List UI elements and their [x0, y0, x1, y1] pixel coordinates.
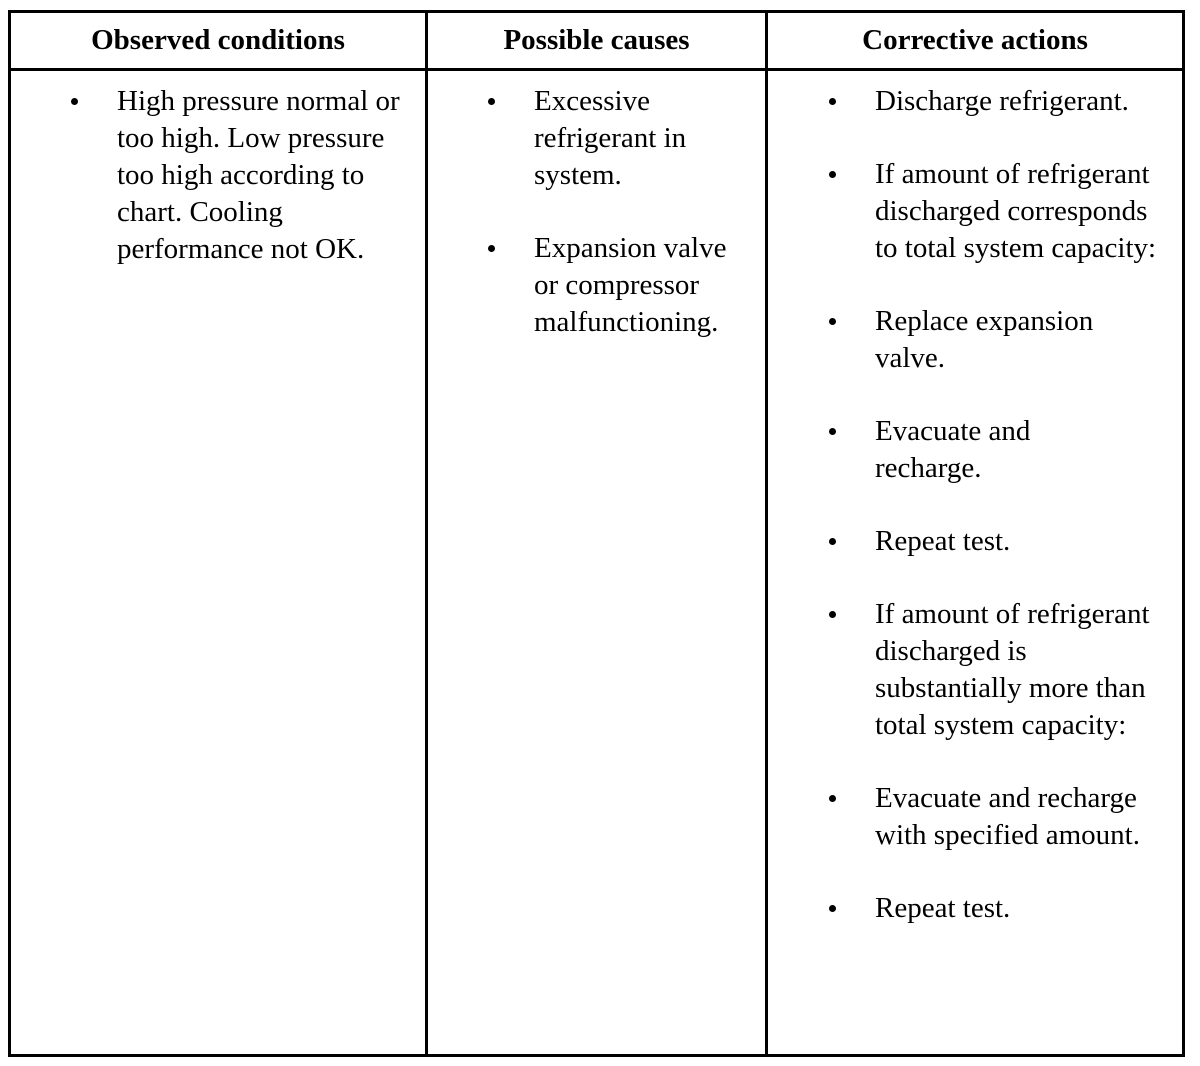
observed-conditions-cell [11, 71, 425, 268]
header-corrective-actions: Corrective actions [862, 24, 1088, 56]
possible-cause-text: Expansion valve or compressor malfunctioning. [534, 232, 727, 338]
list-item [769, 303, 1183, 377]
corrective-actions-cell [769, 71, 1183, 927]
bullet-icon [829, 171, 836, 178]
header-observed-conditions: Observed conditions [91, 24, 345, 56]
corrective-action-text: Evacuate and recharge. [875, 415, 1031, 484]
column-divider [765, 10, 768, 1057]
list-item [769, 156, 1183, 267]
list-item [769, 780, 1183, 854]
list-item [769, 413, 1183, 487]
observed-condition-text: High pressure normal or too high. Low pressure too high according to chart. Cooling performance not OK. [117, 85, 400, 265]
bullet-icon [488, 245, 495, 252]
bullet-icon [71, 98, 78, 105]
corrective-action-text: Evacuate and recharge with specified amount. [875, 782, 1140, 851]
column-divider [425, 10, 428, 1057]
corrective-action-text: If amount of refrigerant discharged is substantially more than total system capacity: [875, 598, 1150, 741]
possible-causes-cell [429, 71, 765, 341]
bullet-icon [488, 98, 495, 105]
bullet-icon [829, 98, 836, 105]
list-item [11, 83, 400, 268]
bullet-icon [829, 611, 836, 618]
bullet-icon [829, 318, 836, 325]
bullet-icon [829, 905, 836, 912]
list-item [769, 890, 1183, 927]
corrective-action-text: Discharge refrigerant. [875, 85, 1129, 117]
possible-cause-text: Excessive refrigerant in system. [534, 85, 687, 191]
header-possible-causes: Possible causes [503, 24, 690, 56]
list-item [769, 83, 1183, 120]
list-item [769, 523, 1183, 560]
corrective-action-text: If amount of refrigerant discharged corresponds to total system capacity: [875, 158, 1157, 264]
list-item [769, 596, 1183, 744]
bullet-icon [829, 795, 836, 802]
corrective-action-text: Replace expansion valve. [875, 305, 1094, 374]
corrective-action-text: Repeat test. [875, 892, 1011, 924]
corrective-action-text: Repeat test. [875, 525, 1011, 557]
bullet-icon [829, 538, 836, 545]
list-item [429, 83, 765, 194]
list-item [429, 230, 765, 341]
bullet-icon [829, 428, 836, 435]
